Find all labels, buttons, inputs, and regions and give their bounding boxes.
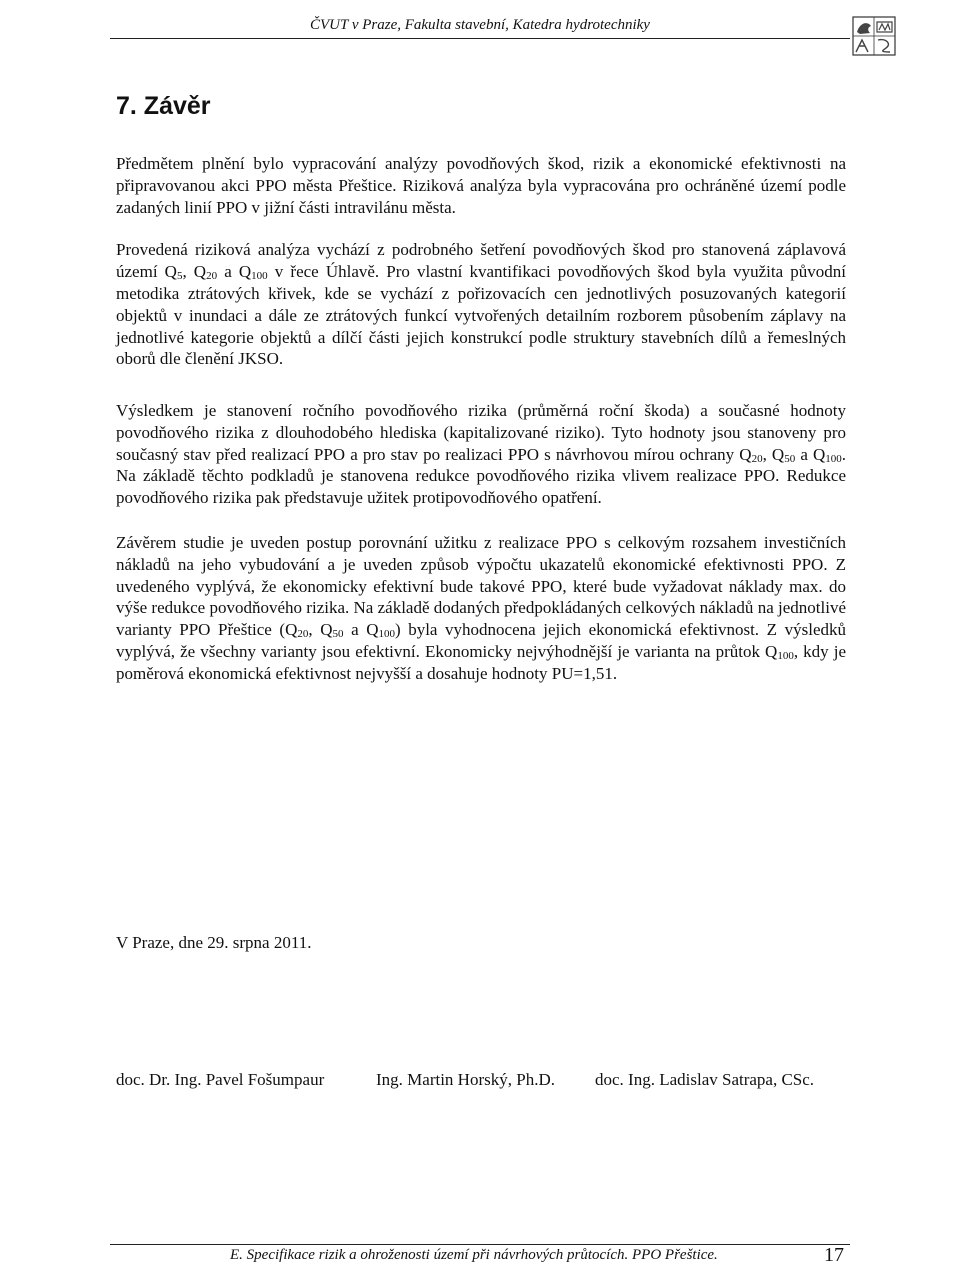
- footer-text: E. Specifikace rizik a ohroženosti území při návrhových průtocích. PPO Přeštice.: [230, 1247, 718, 1263]
- paragraph-results: Výsledkem je stanovení ročního povodňového rizika (průměrná roční škoda) a současné hodnoty povodňového rizika z dlouhodobého hlediska (kapitalizované riziko). Tyto hodnoty jsou stanoveny pro současný stav před realizací PPO a pro stav po realizaci PPO s návrhovou mírou ochrany $Q_{20}$, $Q_{50}$ a $Q_{100}$. Na základě těchto podkladů je stanovena redukce povodňového rizika vlivem realizace PPO. Redukce povodňového rizika pak představuje užitek protipovodňového opatření.: [116, 401, 847, 508]
- signatory-1: doc. Dr. Ing. Pavel Fošumpaur: [116, 1070, 325, 1089]
- paragraph-conclusion: Závěrem studie je uveden postup porovnání užitku z realizace PPO s celkovým rozsahem investičních nákladů na jeho vybudování a je uveden způsob výpočtu ukazatelů ekonomické efektivnosti PPO. Z uvedeného vyplývá, že ekonomicky efektivní bude takové PPO, které bude vyžadovat náklady max. do výše redukce povodňového rizika. Na základě dodaných předpokládaných celkových nákladů na jednotlivé varianty PPO Přeštice ($Q_{20}$, $Q_{50}$ a $Q_{100}$) byla vyhodnocena jejich ekonomická efektivnost. Z výsledků vyplývá, že všechny varianty jsou efektivní. Ekonomicky nejvýhodnější je varianta na průtok $Q_{100}$, kdy je poměrová ekonomická efektivnost nejvyšší a dosahuje hodnoty PU=1,51.: [116, 532, 846, 683]
- footer-divider: [110, 1244, 850, 1245]
- signatory-3: doc. Ing. Ladislav Satrapa, CSc.: [595, 1070, 815, 1089]
- signatory-2: Ing. Martin Horský, Ph.D.: [376, 1070, 555, 1089]
- page-number: 17: [824, 1244, 844, 1266]
- university-lion-logo-icon: [852, 16, 896, 56]
- paragraph-methodology: Provedená riziková analýza vychází z podrobného šetření povodňových škod pro stanovená záplavová území $Q_5$, $Q_{20}$ a $Q_{100}$ v řece Úhlavě. Pro vlastní kvantifikaci povodňových škod byla využita původní metodika ztrátových křivek, kde se vychází z pořizovacích cen jednotlivých posuzovaných kategorií objektů v inundaci a dále ze ztrátových funkcí vytvořených detailním rozborem působením záplavy na jednotlivé kategorie objektů a dílčí části jejich konstrukcí podle struktury stavebních dílů a řemeslných oborů dle členění JKSO.: [116, 240, 846, 369]
- header-institution: ČVUT v Praze, Fakulta stavební, Katedra hydrotechniky: [310, 17, 650, 33]
- paragraphs-block-1: [116, 153, 846, 370]
- document-date: V Praze, dne 29. srpna 2011.: [116, 933, 312, 952]
- paragraphs-block-2: [116, 400, 846, 685]
- section-title: 7. Závěr: [116, 92, 211, 120]
- paragraph-subject: Předmětem plnění bylo vypracování analýzy povodňových škod, rizik a ekonomické efektivnosti na připravovanou akci PPO města Přeštice. Riziková analýza byla vypracována pro ochráněné území podle zadaných linií PPO v jižní části intravilánu města.: [116, 154, 846, 217]
- page-header: [110, 12, 850, 39]
